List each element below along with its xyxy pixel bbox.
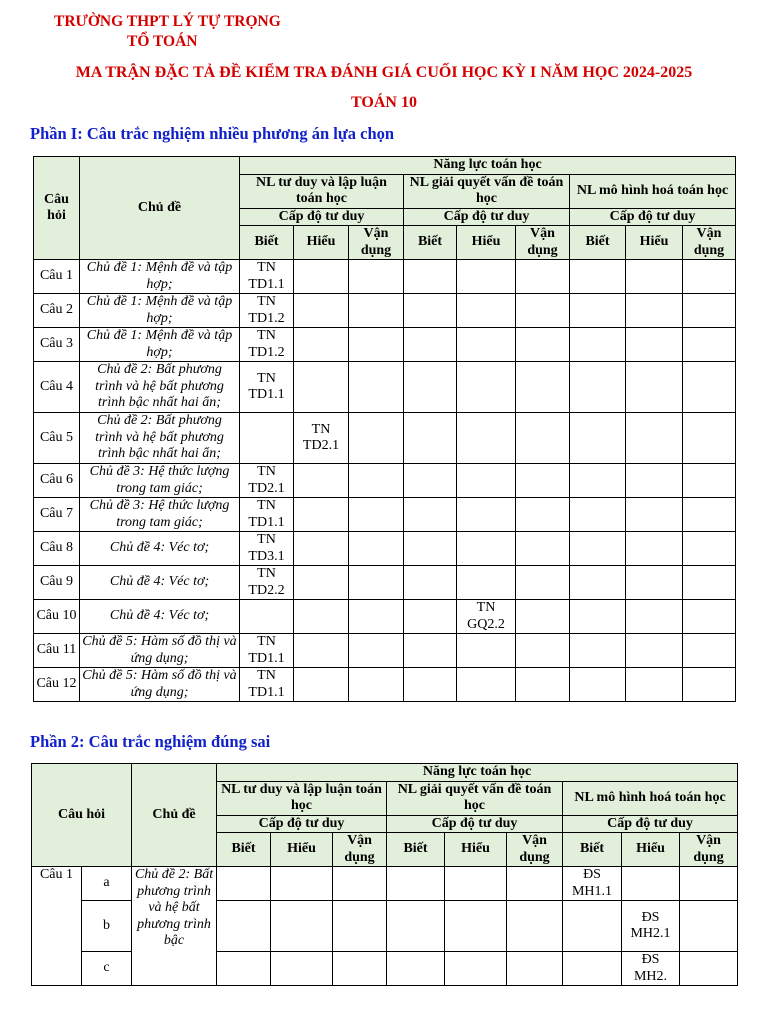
- table-row: [34, 413, 736, 464]
- table-row: [34, 634, 736, 668]
- question-cell: Câu 3: [34, 328, 80, 362]
- matrix-cell: [680, 901, 738, 952]
- question-cell: Câu 8: [34, 532, 80, 566]
- matrix-cell: [516, 532, 570, 566]
- table-row: [34, 532, 736, 566]
- level-apply-header: Vận dụng: [333, 833, 387, 867]
- level-know-header: Biết: [563, 833, 622, 867]
- question-cell: Câu 9: [34, 566, 80, 600]
- matrix-cell: [626, 634, 683, 668]
- matrix-cell: [387, 867, 445, 901]
- level-know-header: Biết: [404, 226, 457, 260]
- question-column-header: Câu hỏi: [32, 764, 132, 867]
- matrix-cell: [570, 498, 626, 532]
- matrix-cell: [516, 413, 570, 464]
- matrix-cell: [570, 600, 626, 634]
- matrix-cell: [404, 566, 457, 600]
- question-cell: Câu 4: [34, 362, 80, 413]
- matrix-cell: [457, 566, 516, 600]
- matrix-cell: [626, 668, 683, 702]
- question-column-header: Câu hỏi: [34, 157, 80, 260]
- matrix-cell: [516, 362, 570, 413]
- matrix-cell: [626, 362, 683, 413]
- table-row: [34, 328, 736, 362]
- level-header: Cấp độ tư duy: [240, 208, 404, 226]
- question-cell: Câu 11: [34, 634, 80, 668]
- matrix-cell: [516, 600, 570, 634]
- matrix-cell: [626, 260, 683, 294]
- matrix-cell: [516, 294, 570, 328]
- matrix-cell: [570, 294, 626, 328]
- matrix-cell: [457, 294, 516, 328]
- group-header-problem-solving: NL giải quyết vấn đề toán học: [387, 781, 563, 815]
- matrix-cell: [516, 634, 570, 668]
- group-header-reasoning: NL tư duy và lập luận toán học: [217, 781, 387, 815]
- matrix-cell: [445, 867, 507, 901]
- matrix-cell: [271, 952, 333, 986]
- matrix-cell: [570, 634, 626, 668]
- matrix-cell: [570, 328, 626, 362]
- matrix-cell: [683, 566, 736, 600]
- part2-table-body: [32, 867, 738, 986]
- matrix-cell: [240, 413, 294, 464]
- matrix-cell: [457, 668, 516, 702]
- matrix-cell: [404, 668, 457, 702]
- part1-matrix-table: [33, 156, 736, 702]
- level-header: Cấp độ tư duy: [404, 208, 570, 226]
- matrix-cell: [516, 498, 570, 532]
- topic-cell: Chủ đề 3: Hệ thức lượng trong tam giác;: [80, 498, 240, 532]
- matrix-cell: [349, 634, 404, 668]
- matrix-cell: [349, 600, 404, 634]
- competency-header: Năng lực toán học: [217, 764, 738, 782]
- matrix-cell: [404, 294, 457, 328]
- matrix-cell: [294, 634, 349, 668]
- question-cell: Câu 12: [34, 668, 80, 702]
- matrix-cell: [683, 294, 736, 328]
- table-row: [32, 867, 738, 901]
- question-cell: Câu 6: [34, 464, 80, 498]
- matrix-cell: [626, 328, 683, 362]
- level-header: Cấp độ tư duy: [570, 208, 736, 226]
- matrix-cell: [563, 952, 622, 986]
- matrix-cell: [683, 600, 736, 634]
- matrix-cell: [349, 498, 404, 532]
- matrix-cell: [404, 464, 457, 498]
- sub-question-cell: a: [82, 867, 132, 901]
- matrix-cell: [404, 634, 457, 668]
- matrix-cell: [349, 566, 404, 600]
- matrix-cell: [457, 464, 516, 498]
- matrix-cell: [457, 634, 516, 668]
- matrix-cell: [217, 867, 271, 901]
- question-cell: Câu 2: [34, 294, 80, 328]
- level-apply-header: Vận dụng: [349, 226, 404, 260]
- question-cell: Câu 1: [34, 260, 80, 294]
- matrix-cell: [680, 867, 738, 901]
- matrix-cell: [271, 867, 333, 901]
- level-apply-header: Vận dụng: [683, 226, 736, 260]
- topic-column-header: Chủ đề: [132, 764, 217, 867]
- question-cell: Câu 7: [34, 498, 80, 532]
- sub-question-cell: b: [82, 901, 132, 952]
- matrix-cell: [217, 901, 271, 952]
- matrix-cell: [626, 566, 683, 600]
- level-understand-header: Hiểu: [626, 226, 683, 260]
- matrix-cell: [570, 260, 626, 294]
- matrix-cell: [683, 260, 736, 294]
- table-row: [34, 260, 736, 294]
- matrix-cell: TN TD2.1: [294, 413, 349, 464]
- matrix-cell: TN TD3.1: [240, 532, 294, 566]
- department-name: TỔ TOÁN: [127, 33, 198, 50]
- matrix-cell: TN TD1.1: [240, 634, 294, 668]
- level-understand-header: Hiểu: [271, 833, 333, 867]
- question-cell: Câu 5: [34, 413, 80, 464]
- matrix-cell: [570, 362, 626, 413]
- group-header-modeling: NL mô hình hoá toán học: [563, 781, 738, 815]
- question-cell: Câu 10: [34, 600, 80, 634]
- topic-column-header: Chủ đề: [80, 157, 240, 260]
- matrix-cell: TN TD1.2: [240, 294, 294, 328]
- matrix-cell: TN TD1.1: [240, 668, 294, 702]
- matrix-cell: [626, 498, 683, 532]
- matrix-cell: TN GQ2.2: [457, 600, 516, 634]
- level-know-header: Biết: [240, 226, 294, 260]
- matrix-cell: [387, 952, 445, 986]
- matrix-cell: [570, 464, 626, 498]
- level-apply-header: Vận dụng: [516, 226, 570, 260]
- matrix-cell: [570, 413, 626, 464]
- matrix-cell: [404, 600, 457, 634]
- matrix-cell: [507, 867, 563, 901]
- matrix-cell: [622, 867, 680, 901]
- matrix-cell: [294, 260, 349, 294]
- matrix-cell: [457, 413, 516, 464]
- question-cell: Câu 1: [32, 867, 82, 986]
- matrix-cell: [457, 328, 516, 362]
- matrix-cell: [349, 328, 404, 362]
- matrix-cell: [333, 901, 387, 952]
- matrix-cell: [626, 464, 683, 498]
- competency-header: Năng lực toán học: [240, 157, 736, 175]
- matrix-cell: [516, 668, 570, 702]
- level-know-header: Biết: [570, 226, 626, 260]
- matrix-cell: [457, 362, 516, 413]
- matrix-cell: ĐS MH2.1: [622, 901, 680, 952]
- matrix-cell: [570, 566, 626, 600]
- topic-cell: Chủ đề 4: Véc tơ;: [80, 600, 240, 634]
- table-row: [34, 362, 736, 413]
- matrix-cell: [445, 952, 507, 986]
- matrix-cell: [294, 600, 349, 634]
- topic-cell: Chủ đề 3: Hệ thức lượng trong tam giác;: [80, 464, 240, 498]
- level-header: Cấp độ tư duy: [387, 815, 563, 833]
- matrix-cell: [626, 532, 683, 566]
- matrix-cell: [404, 362, 457, 413]
- table-row: [34, 294, 736, 328]
- matrix-cell: [294, 362, 349, 413]
- matrix-cell: [240, 600, 294, 634]
- matrix-cell: [683, 668, 736, 702]
- part2-heading: Phần 2: Câu trắc nghiệm đúng sai: [30, 732, 271, 751]
- matrix-cell: [516, 464, 570, 498]
- matrix-cell: TN TD1.1: [240, 260, 294, 294]
- part1-table-body: [34, 260, 736, 702]
- matrix-cell: [404, 328, 457, 362]
- document-subtitle: TOÁN 10: [351, 94, 417, 111]
- level-header: Cấp độ tư duy: [217, 815, 387, 833]
- matrix-cell: [404, 532, 457, 566]
- matrix-cell: [683, 532, 736, 566]
- matrix-cell: [570, 668, 626, 702]
- topic-cell: Chủ đề 2: Bất phương trình và hệ bất phương trình bậc: [132, 867, 217, 986]
- matrix-cell: [507, 952, 563, 986]
- topic-cell: Chủ đề 4: Véc tơ;: [80, 532, 240, 566]
- part1-table-header: [34, 157, 736, 260]
- matrix-cell: TN TD1.1: [240, 362, 294, 413]
- matrix-cell: [294, 668, 349, 702]
- matrix-cell: [349, 294, 404, 328]
- matrix-cell: [507, 901, 563, 952]
- matrix-cell: [457, 532, 516, 566]
- topic-cell: Chủ đề 1: Mệnh đề và tập hợp;: [80, 294, 240, 328]
- matrix-cell: [333, 952, 387, 986]
- table-row: [34, 566, 736, 600]
- matrix-cell: [570, 532, 626, 566]
- matrix-cell: [349, 413, 404, 464]
- level-header: Cấp độ tư duy: [563, 815, 738, 833]
- level-understand-header: Hiểu: [445, 833, 507, 867]
- level-understand-header: Hiểu: [294, 226, 349, 260]
- matrix-cell: TN TD1.1: [240, 498, 294, 532]
- part2-table-header: [32, 764, 738, 867]
- matrix-cell: ĐS MH2.: [622, 952, 680, 986]
- part1-heading: Phần I: Câu trắc nghiệm nhiều phương án lựa chọn: [30, 124, 395, 143]
- matrix-cell: [683, 362, 736, 413]
- matrix-cell: [294, 294, 349, 328]
- topic-cell: Chủ đề 4: Véc tơ;: [80, 566, 240, 600]
- matrix-cell: [404, 498, 457, 532]
- matrix-cell: [626, 413, 683, 464]
- topic-cell: Chủ đề 5: Hàm số đồ thị và ứng dụng;: [80, 668, 240, 702]
- matrix-cell: [445, 901, 507, 952]
- matrix-cell: [387, 901, 445, 952]
- matrix-cell: [683, 328, 736, 362]
- matrix-cell: [516, 328, 570, 362]
- matrix-cell: [349, 464, 404, 498]
- matrix-cell: [683, 464, 736, 498]
- topic-cell: Chủ đề 1: Mệnh đề và tập hợp;: [80, 260, 240, 294]
- group-header-problem-solving: NL giải quyết vấn đề toán học: [404, 174, 570, 208]
- matrix-cell: [563, 901, 622, 952]
- matrix-cell: [349, 260, 404, 294]
- matrix-cell: [271, 901, 333, 952]
- matrix-cell: [680, 952, 738, 986]
- school-name: TRƯỜNG THPT LÝ TỰ TRỌNG: [54, 13, 281, 30]
- document-title: MA TRẬN ĐẶC TẢ ĐỀ KIỂM TRA ĐÁNH GIÁ CUỐI HỌC KỲ I NĂM HỌC 2024-2025: [75, 64, 693, 81]
- level-apply-header: Vận dụng: [680, 833, 738, 867]
- level-know-header: Biết: [217, 833, 271, 867]
- table-row: [34, 600, 736, 634]
- matrix-cell: [626, 294, 683, 328]
- matrix-cell: [349, 362, 404, 413]
- level-understand-header: Hiểu: [622, 833, 680, 867]
- matrix-cell: ĐS MH1.1: [563, 867, 622, 901]
- table-row: [34, 668, 736, 702]
- level-understand-header: Hiểu: [457, 226, 516, 260]
- level-know-header: Biết: [387, 833, 445, 867]
- sub-question-cell: c: [82, 952, 132, 986]
- matrix-cell: [217, 952, 271, 986]
- part2-matrix-table: [31, 763, 738, 986]
- topic-cell: Chủ đề 2: Bất phương trình và hệ bất phương trình bậc nhất hai ẩn;: [80, 362, 240, 413]
- matrix-cell: [294, 498, 349, 532]
- group-header-reasoning: NL tư duy và lập luận toán học: [240, 174, 404, 208]
- matrix-cell: [333, 867, 387, 901]
- matrix-cell: [683, 498, 736, 532]
- level-apply-header: Vận dụng: [507, 833, 563, 867]
- table-row: [34, 498, 736, 532]
- matrix-cell: [626, 600, 683, 634]
- matrix-cell: [457, 498, 516, 532]
- matrix-cell: [349, 532, 404, 566]
- matrix-cell: TN TD1.2: [240, 328, 294, 362]
- matrix-cell: TN TD2.2: [240, 566, 294, 600]
- matrix-cell: [683, 634, 736, 668]
- topic-cell: Chủ đề 2: Bất phương trình và hệ bất phương trình bậc nhất hai ẩn;: [80, 413, 240, 464]
- table-row: [34, 464, 736, 498]
- group-header-modeling: NL mô hình hoá toán học: [570, 174, 736, 208]
- matrix-cell: [683, 413, 736, 464]
- matrix-cell: [516, 260, 570, 294]
- matrix-cell: [294, 532, 349, 566]
- topic-cell: Chủ đề 5: Hàm số đồ thị và ứng dụng;: [80, 634, 240, 668]
- matrix-cell: [349, 668, 404, 702]
- matrix-cell: [294, 566, 349, 600]
- matrix-cell: [516, 566, 570, 600]
- matrix-cell: TN TD2.1: [240, 464, 294, 498]
- topic-cell: Chủ đề 1: Mệnh đề và tập hợp;: [80, 328, 240, 362]
- matrix-cell: [404, 260, 457, 294]
- matrix-cell: [294, 328, 349, 362]
- matrix-cell: [457, 260, 516, 294]
- matrix-cell: [294, 464, 349, 498]
- matrix-cell: [404, 413, 457, 464]
